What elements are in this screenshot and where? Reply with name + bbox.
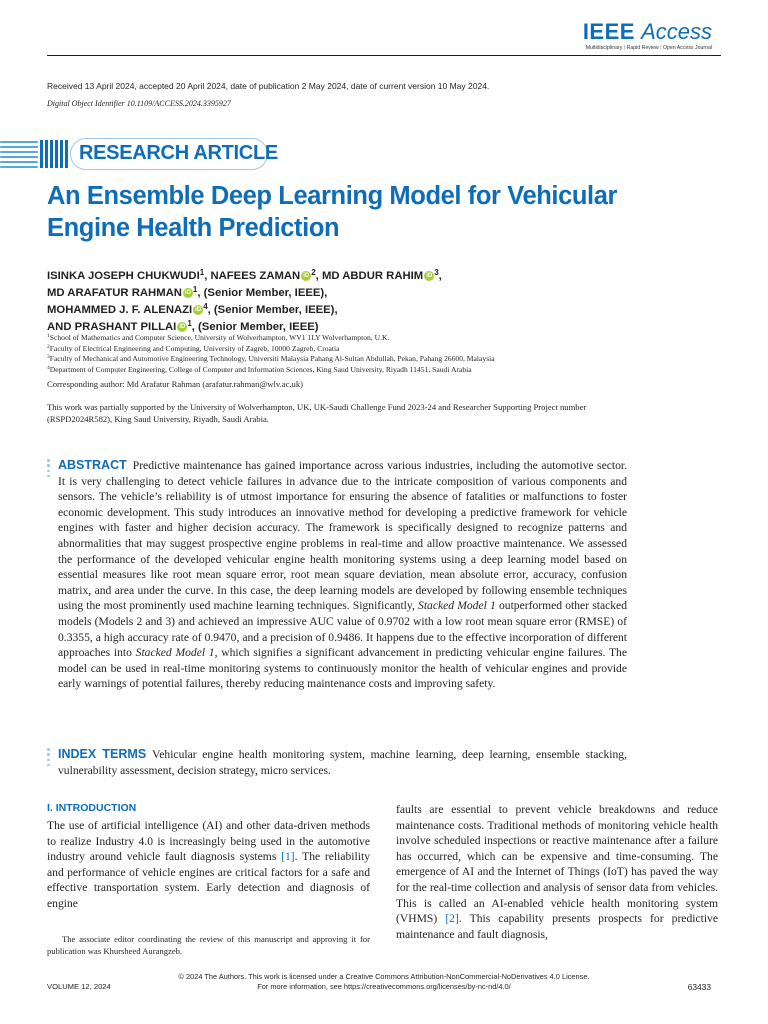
index-terms-section <box>58 747 627 778</box>
section-heading-introduction: I. INTRODUCTION <box>47 802 137 814</box>
orcid-icon[interactable]: iD <box>184 290 191 296</box>
funding-note: This work was partially supported by the University of Wolverhampton, UK, UK-Saudi Challenge Fund 2023-24 and Researcher Supporting Project number (RSPD2024R582), King Saud University, Riyadh, Saudi Arabia. <box>47 402 587 424</box>
doi-line: Digital Object Identifier 10.1109/ACCESS.2024.3395927 <box>47 99 231 108</box>
author-name: NAFEES ZAMAN <box>210 270 301 282</box>
orcid-icon[interactable]: iD <box>179 324 186 330</box>
article-type-banner <box>0 138 278 170</box>
author-role: , (Senior Member, IEEE), <box>197 287 328 299</box>
author-role: , (Senior Member, IEEE) <box>191 321 319 333</box>
citation-link[interactable]: [2] <box>445 912 459 926</box>
affiliation-text: Faculty of Electrical Engineering and Computing, University of Zagreb, 10000 Zagreb, Croatia <box>49 343 340 353</box>
affiliation-number: 3 <box>47 354 50 360</box>
article-type-text: RESEARCH ARTICLE <box>79 142 278 164</box>
corresponding-author: Corresponding author: Md Arafatur Rahman (arafatur.rahman@wlv.ac.uk) <box>47 379 304 389</box>
affiliation-text: Faculty of Mechanical and Automotive Engineering Technology, Universiti Malaysia Pahang Al-Sultan Abdullah, Pekan, Pahang 26600, Malaysia <box>49 354 495 363</box>
affiliation-item <box>47 365 727 376</box>
author-role: , (Senior Member, IEEE), <box>207 304 338 316</box>
author-prefix: AND <box>47 321 75 333</box>
affiliation-text: Department of Computer Engineering, College of Computer and Information Sciences, King Saud University, Riyadh 11451, Saudi Arabia <box>49 364 472 374</box>
author-name: MD ABDUR RAHIM <box>321 270 424 282</box>
abstract-emphasis: Stacked Model 1 <box>418 599 496 613</box>
logo-brand-bold: IEEE <box>582 19 635 44</box>
orcid-icon[interactable]: iD <box>426 273 433 279</box>
publication-dates: Received 13 April 2024, accepted 20 April 2024, date of publication 2 May 2024, date of current version 10 May 2024. <box>47 81 490 91</box>
author-name: PRASHANT PILLAI <box>74 321 177 333</box>
index-terms-text: Vehicular engine health monitoring system, machine learning, deep learning, ensemble stacking, vulnerability assessment, decision strategy, micro services. <box>58 748 627 777</box>
citation-link[interactable]: [1] <box>281 850 295 864</box>
page-number: 63433 <box>687 982 711 992</box>
affiliation-number: 1 <box>47 333 50 339</box>
author-affil-sup: 1 <box>187 319 192 328</box>
author-name: ISINKA JOSEPH CHUKWUDI <box>47 270 200 282</box>
author-list: ISINKA JOSEPH CHUKWUDI$^1$, NAFEES ZAMAN iD $^2$, MD ABDUR RAHIM iD $^3$, MD ARAFATUR RAHMAN iD $^1$, (Senior Member, IEEE), MOHAMMED J. F. ALENAZI iD $^4$, (Senior Member, IEEE), AND PRASHANT PILLAI iD $^1$, (Senior Member, IEEE) <box>47 268 442 333</box>
abstract-marker-dots <box>47 459 51 480</box>
abstract-section <box>58 458 627 692</box>
intro-right-column <box>396 802 718 942</box>
affiliation-number: 4 <box>47 364 50 371</box>
affiliation-text: School of Mathematics and Computer Science, University of Wolverhampton, WV1 1LY Wolverhampton, U.K. <box>49 333 390 342</box>
abstract-heading: ABSTRACT <box>58 458 127 472</box>
abstract-text: , which signifies a significant advancement in predicting vehicular engine failures. The model can be used in real-time monitoring systems to continuously monitor the health of vehicular engines and provide early warnings of potential failures, thereby reducing maintenance costs and improving safety. <box>58 646 627 691</box>
affiliation-number: 2 <box>47 343 50 350</box>
orcid-icon[interactable]: iD <box>303 273 310 279</box>
author-affil-sup: 3 <box>434 268 439 277</box>
author-name: MD ARAFATUR RAHMAN <box>47 287 182 299</box>
affiliation-item <box>47 344 727 355</box>
abstract-emphasis: Stacked Model 1 <box>135 646 215 660</box>
body-text: The use of artificial intelligence (AI) and other data-driven methods to realize Industry 4.0 is increasingly being used in the automotive industry around vehicle fault diagnosis systems <box>47 819 370 864</box>
header-rule <box>47 55 721 56</box>
paper-title: An Ensemble Deep Learning Model for Vehicular Engine Health Prediction <box>47 182 618 242</box>
abstract-text: outperformed other stacked models (Models 2 and 3) and achieved an impressive AUC value of 0.9702 with a low root mean square error (RMSE) of 0.3355, a high accuracy rate of 0.9470, and a precision of 0.9486. It happens due to the effective incorporation of different approaches into <box>58 599 627 660</box>
body-text: . This capability presents prospects for predictive maintenance and fault diagnosis, <box>396 912 718 941</box>
journal-logo <box>583 20 712 51</box>
author-name: MOHAMMED J. F. ALENAZI <box>47 304 193 316</box>
article-type-label <box>70 138 278 170</box>
index-terms-heading: INDEX TERMS <box>58 747 147 761</box>
logo-brand-italic: Access <box>641 19 712 44</box>
license-statement: © 2024 The Authors. This work is licensed under a Creative Commons Attribution-NonCommercial-NoDerivatives 4.0 License. <box>178 972 590 981</box>
abstract-text: Predictive maintenance has gained importance across various industries, including the automotive sector. It is very challenging to detect vehicle failures in advance due to the intricate composition of various components and sensors. The vehicle’s reliability is of utmost importance for ensuring the absence of fatalities or malfunctions to foster economic development. This study introduces an innovative method for developing a predictive framework for vehicle engines with faster and higher decision accuracy. The framework is specifically designed to recognize patterns and abnormalities that may suggest prospective engine problems in real-time and allow proactive maintenance. We assessed the performance of the developed vehicular engine health monitoring systems using a deep learning model based on essential measures like root mean square error, root mean square deviation, mean absolute error, accuracy, confusion matrix, and area under the curve. In this case, the deep learning models are developed by following ensemble techniques using the most prominently used machine learning techniques. Significantly, <box>58 459 627 613</box>
logo-tagline: Multidisciplinary ⁞ Rapid Review ⁞ Open Access Journal <box>585 45 712 51</box>
affiliation-item <box>47 354 727 365</box>
banner-stripes-graphic <box>0 138 70 170</box>
body-text: . The reliability and performance of vehicle engines are critical factors for a safe and effective transportation system. Early detection and diagnosis of engine <box>47 850 370 910</box>
author-affil-sup: 1 <box>192 285 198 294</box>
license-link[interactable]: For more information, see https://creativecommons.org/licenses/by-nc-nd/4.0/ <box>257 982 511 991</box>
orcid-icon[interactable]: iD <box>195 307 202 313</box>
author-affil-sup: 2 <box>311 268 316 277</box>
author-affil-sup: 4 <box>203 302 208 311</box>
index-terms-marker-dots <box>47 748 51 769</box>
intro-left-column <box>47 818 370 912</box>
affiliation-item <box>47 333 727 344</box>
affiliation-list <box>47 333 727 375</box>
volume-label: VOLUME 12, 2024 <box>47 982 111 991</box>
editor-footnote: The associate editor coordinating the review of this manuscript and approving it for publication was Khursheed Aurangzeb. <box>47 934 370 956</box>
author-affil-sup: 1 <box>199 268 205 277</box>
body-text: faults are essential to prevent vehicle breakdowns and reduce maintenance costs. Traditional methods of monitoring vehicle health involve scheduled inspections or reactive maintenance after a failure has occurred, which can be expensive and time-consuming. The emergence of AI and the Internet of Things (IoT) has paved the way for the real-time collection and analysis of sensor data from vehicles. This is called an AI-enabled vehicle health monitoring system (VHMS) <box>396 803 718 926</box>
